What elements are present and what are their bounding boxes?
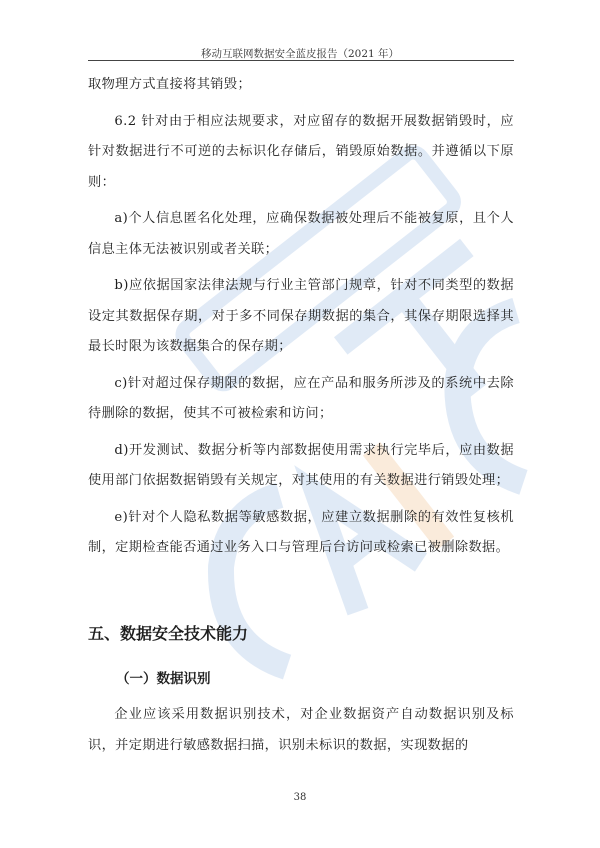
header-rule — [88, 60, 514, 61]
section-heading: 五、数据安全技术能力 — [88, 624, 249, 643]
section-paragraph: 企业应该采用数据识别技术，对企业数据资产自动数据识别及标识，并定期进行敏感数据扫描，识别未标识的数据，实现数据的 — [88, 707, 514, 753]
paragraph-6-2: 6.2 针对由于相应法规要求，对应留存的数据开展数据销毁时，应针对数据进行不可逆的去标识化存储后，销毁原始数据。并遵循以下原则： — [88, 113, 514, 190]
list-item-e: e)针对个人隐私数据等敏感数据，应建立数据删除的有效性复核机制，定期检查能否通过业务入口与管理后台访问或检索已被删除数据。 — [88, 509, 514, 555]
paragraph-continued: 取物理方式直接将其销毁； — [88, 77, 252, 92]
list-item-c: c)针对超过保存期限的数据，应在产品和服务所涉及的系统中去除待删除的数据，使其不可被检索和访问； — [88, 375, 514, 421]
subsection-heading: （一）数据识别 — [116, 671, 211, 687]
list-item-a: a)个人信息匿名化处理，应确保数据被处理后不能被复原，且个人信息主体无法被识别或者关联； — [88, 211, 514, 257]
list-item-b: b)应依据国家法律法规与行业主管部门规章，针对不同类型的数据设定其数据保存期，对于多不同保存期数据的集合，其保存期限选择其最长时限为该数据集合的保存期； — [88, 278, 514, 354]
page-body — [88, 70, 514, 753]
page-number: 38 — [293, 792, 307, 803]
running-header: 移动互联网数据安全蓝皮报告（2021 年） — [200, 48, 400, 60]
list-item-d: d)开发测试、数据分析等内部数据使用需求执行完毕后，应由数据使用部门依据数据销毁有关规定，对其使用的有关数据进行销毁处理； — [88, 442, 514, 488]
